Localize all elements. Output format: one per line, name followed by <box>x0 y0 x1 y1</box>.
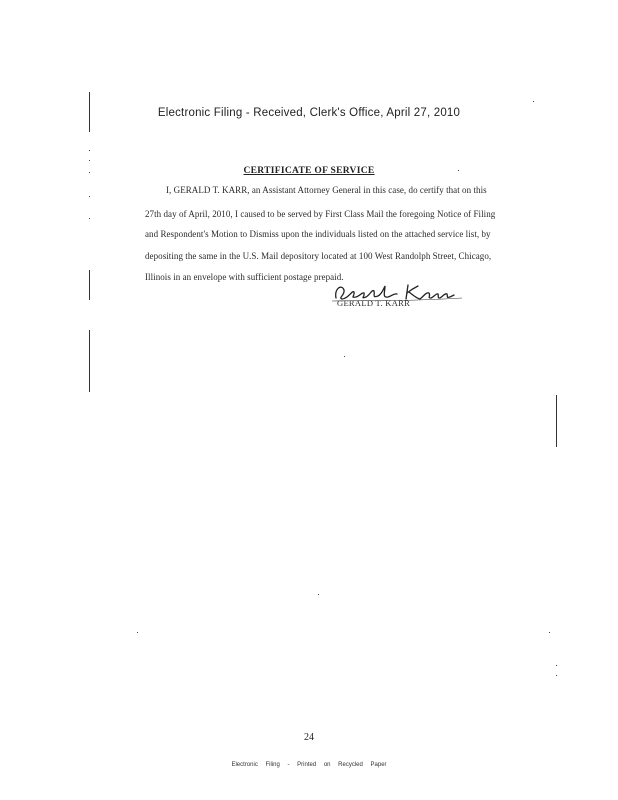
scan-artifact-bar <box>89 330 90 392</box>
certificate-title: CERTIFICATE OF SERVICE <box>243 166 375 176</box>
body-line: Illinois in an envelope with sufficient postage prepaid. <box>145 272 344 282</box>
scan-artifact-dot <box>318 594 319 595</box>
body-line: and Respondent's Motion to Dismiss upon the individuals listed on the attached service list, by <box>145 229 491 239</box>
page-footer: Electronic Filing - Printed on Recycled Paper <box>231 762 387 768</box>
body-line: depositing the same in the U.S. Mail depository located at 100 West Randolph Street, Chicago, <box>145 251 492 261</box>
scan-artifact-dot <box>89 160 90 161</box>
body-line: 27th day of April, 2010, I caused to be served by First Class Mail the foregoing Notice of Filing <box>145 209 496 219</box>
scan-artifact-dot <box>89 150 90 151</box>
body-line: I, GERALD T. KARR, an Assistant Attorney General in this case, do certify that on this <box>166 185 487 195</box>
filing-header: Electronic Filing - Received, Clerk's Office, April 27, 2010 <box>157 107 461 119</box>
scan-artifact-dot <box>89 172 90 173</box>
scan-artifact-dot <box>137 632 138 633</box>
scan-artifact-bar <box>89 270 90 300</box>
page-number: 24 <box>304 732 314 743</box>
scan-artifact-dot <box>533 101 534 102</box>
scan-artifact-dot <box>344 356 345 357</box>
scan-artifact-dot <box>556 675 557 676</box>
scan-artifact-dot <box>549 632 550 633</box>
scan-artifact-dot <box>458 170 459 171</box>
signature-name: GERALD T. KARR <box>337 298 411 308</box>
scan-artifact-dot <box>89 218 90 219</box>
scan-artifact-bar <box>89 92 90 132</box>
scan-artifact-dot <box>556 665 557 666</box>
scan-artifact-bar <box>556 395 557 447</box>
scan-artifact-dot <box>89 196 90 197</box>
